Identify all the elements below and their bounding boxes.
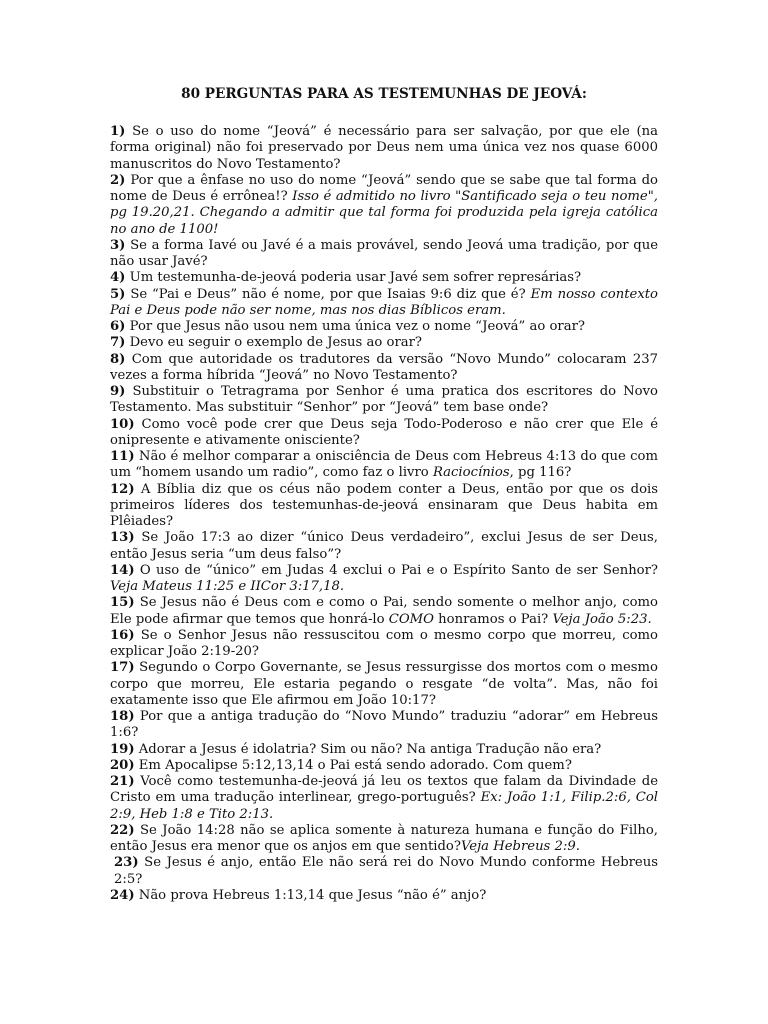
question-emphasis: COMO — [388, 611, 434, 627]
question-5 — [110, 287, 658, 320]
question-text: Se “Pai e Deus” não é nome, por que Isaias 9:6 diz que é? — [125, 286, 531, 302]
question-text: Por que Jesus não usou nem uma única vez o nome “Jeová” ao orar? — [125, 319, 585, 334]
question-17 — [110, 660, 658, 709]
question-10 — [110, 417, 658, 450]
question-note: Isso é admitido no livro "Santificado seja o teu nome", pg 19.20,21. Chegando a admitir que tal forma foi produzida pela igreja católica no ano de 1100! — [110, 189, 658, 237]
question-number: 14) — [110, 562, 135, 578]
question-book-title: Raciocínios — [432, 465, 510, 481]
question-14 — [110, 563, 658, 596]
question-number: 24) — [110, 887, 135, 903]
question-note: Em nosso contexto Pai e Deus pode não ser nome, mas nos dias Bíblicos eram. — [110, 286, 658, 318]
question-number: 4) — [110, 270, 126, 286]
question-18 — [110, 709, 658, 742]
question-number: 13) — [110, 530, 135, 546]
question-note: Veja Hebreus 2:9. — [460, 839, 580, 854]
question-number: 7) — [110, 335, 126, 351]
question-12 — [110, 482, 658, 531]
question-number: 9) — [110, 384, 126, 399]
question-24 — [110, 888, 658, 904]
question-number: 22) — [110, 822, 135, 838]
question-text: Se Jesus não é Deus com e como o Pai, sendo somente o melhor anjo, como Ele pode afirmar que temos que honrá-lo — [110, 595, 658, 627]
question-text-tail: honramos o Pai? — [433, 611, 553, 627]
question-text: Por que a antiga tradução do “Novo Mundo” traduziu “adorar” em Hebreus 1:6? — [110, 709, 658, 741]
question-8 — [110, 352, 658, 385]
question-text: Adorar a Jesus é idolatria? Sim ou não? Na antiga Tradução não era? — [134, 741, 602, 757]
question-number: 5) — [110, 286, 126, 302]
question-text: Um testemunha-de-jeová poderia usar Javé sem sofrer represárias? — [125, 270, 582, 286]
question-number: 11) — [110, 449, 135, 464]
question-text: Não prova Hebreus 1:13,14 que Jesus “não é” anjo? — [134, 887, 487, 903]
question-text: O uso de “único” em Judas 4 exclui o Pai e o Espírito Santo de ser Senhor? — [134, 562, 658, 578]
question-text: Se Jesus é anjo, então Ele não será rei do Novo Mundo conforme Hebreus 2:5? — [114, 855, 658, 887]
question-text: Substituir o Tetragrama por Senhor é uma pratica dos escritores do Novo Testamento. Mas substituir “Senhor” por “Jeová” tem base onde? — [110, 384, 658, 416]
question-22 — [110, 823, 658, 856]
question-15 — [110, 595, 658, 628]
question-9 — [110, 384, 658, 417]
question-11 — [110, 449, 658, 482]
question-number: 20) — [110, 757, 135, 773]
document-title: 80 PERGUNTAS PARA AS TESTEMUNHAS DE JEOVÁ: — [181, 86, 587, 102]
question-text: Não é melhor comparar a onisciência de Deus com Hebreus 4:13 do que com um “homem usando um radio”, como faz o livro — [110, 449, 658, 481]
question-3 — [110, 238, 658, 271]
question-13 — [110, 530, 658, 563]
question-text: Com que autoridade os tradutores da versão “Novo Mundo” colocaram 237 vezes a forma híbrida “Jeová” no Novo Testamento? — [110, 351, 658, 383]
question-number: 10) — [110, 416, 135, 432]
question-note: Veja João 5:23. — [552, 611, 652, 627]
question-text: Se João 17:3 ao dizer “único Deus verdadeiro”, exclui Jesus de ser Deus, então Jesus seria “um deus falso”? — [110, 530, 658, 562]
question-number: 18) — [110, 709, 135, 724]
question-note: Ex: João 1:1, Filip.2:6, Col 2:9, Heb 1:8 e Tito 2:13. — [110, 790, 658, 822]
question-text: Se o Senhor Jesus não ressuscitou com o mesmo corpo que morreu, como explicar João 2:19-20? — [110, 627, 658, 659]
question-number: 3) — [110, 237, 126, 253]
question-text: Se João 14:28 não se aplica somente à natureza humana e função do Filho, então Jesus era menor que os anjos em que sentido? — [110, 822, 658, 854]
question-1 — [110, 124, 658, 173]
question-number: 16) — [110, 627, 135, 643]
question-6 — [110, 319, 658, 335]
question-7 — [110, 335, 658, 351]
question-number: 8) — [110, 351, 126, 367]
question-text: Você como testemunha-de-jeová já leu os textos que falam da Divindade de Cristo em uma tradução interlinear, grego-português? — [110, 774, 658, 806]
question-19 — [110, 742, 658, 758]
question-text: Se o uso do nome “Jeová” é necessário para ser salvação, por que ele (na forma original) não foi preservado por Deus nem uma única vez nos quase 6000 manuscritos do Novo Testamento? — [110, 124, 658, 172]
question-21 — [110, 774, 658, 823]
question-number: 21) — [110, 774, 135, 789]
question-text: Em Apocalipse 5:12,13,14 o Pai está sendo adorado. Com quem? — [134, 757, 572, 773]
question-20 — [110, 758, 658, 774]
question-text: A Bíblia diz que os céus não podem conter a Deus, então por que os dois primeiros líderes dos testemunhas-de-jeová ensinaram que Deus habita em Plêiades? — [110, 481, 658, 529]
question-number: 23) — [114, 855, 139, 871]
question-text: Se a forma Iavé ou Javé é a mais provável, sendo Jeová uma tradição, por que não usar Javé? — [110, 237, 658, 269]
question-2 — [110, 173, 658, 238]
question-23 — [110, 855, 658, 888]
question-number: 19) — [110, 741, 135, 757]
question-text: Por que a ênfase no uso do nome “Jeová” sendo que se sabe que tal forma do nome de Deus é errônea!? — [110, 172, 658, 204]
question-number: 6) — [110, 319, 126, 334]
question-number: 15) — [110, 595, 135, 611]
question-text: Segundo o Corpo Governante, se Jesus ressurgisse dos mortos com o mesmo corpo que morreu, Ele estaria pegando o resgate “de volta”. Mas, não foi exatamente isso que Ele afirmou em João 10:17? — [110, 660, 658, 708]
question-number: 17) — [110, 660, 135, 676]
question-note: Veja Mateus 11:25 e IICor 3:17,18. — [110, 579, 345, 594]
question-4 — [110, 270, 658, 286]
question-number: 12) — [110, 481, 135, 497]
question-number: 2) — [110, 172, 126, 188]
question-text: Como você pode crer que Deus seja Todo-Poderoso e não crer que Ele é onipresente e ativamente onisciente? — [110, 416, 658, 448]
question-text: Devo eu seguir o exemplo de Jesus ao orar? — [125, 335, 422, 351]
question-number: 1) — [110, 124, 126, 139]
question-text-tail: , pg 116? — [509, 465, 572, 481]
question-16 — [110, 628, 658, 661]
